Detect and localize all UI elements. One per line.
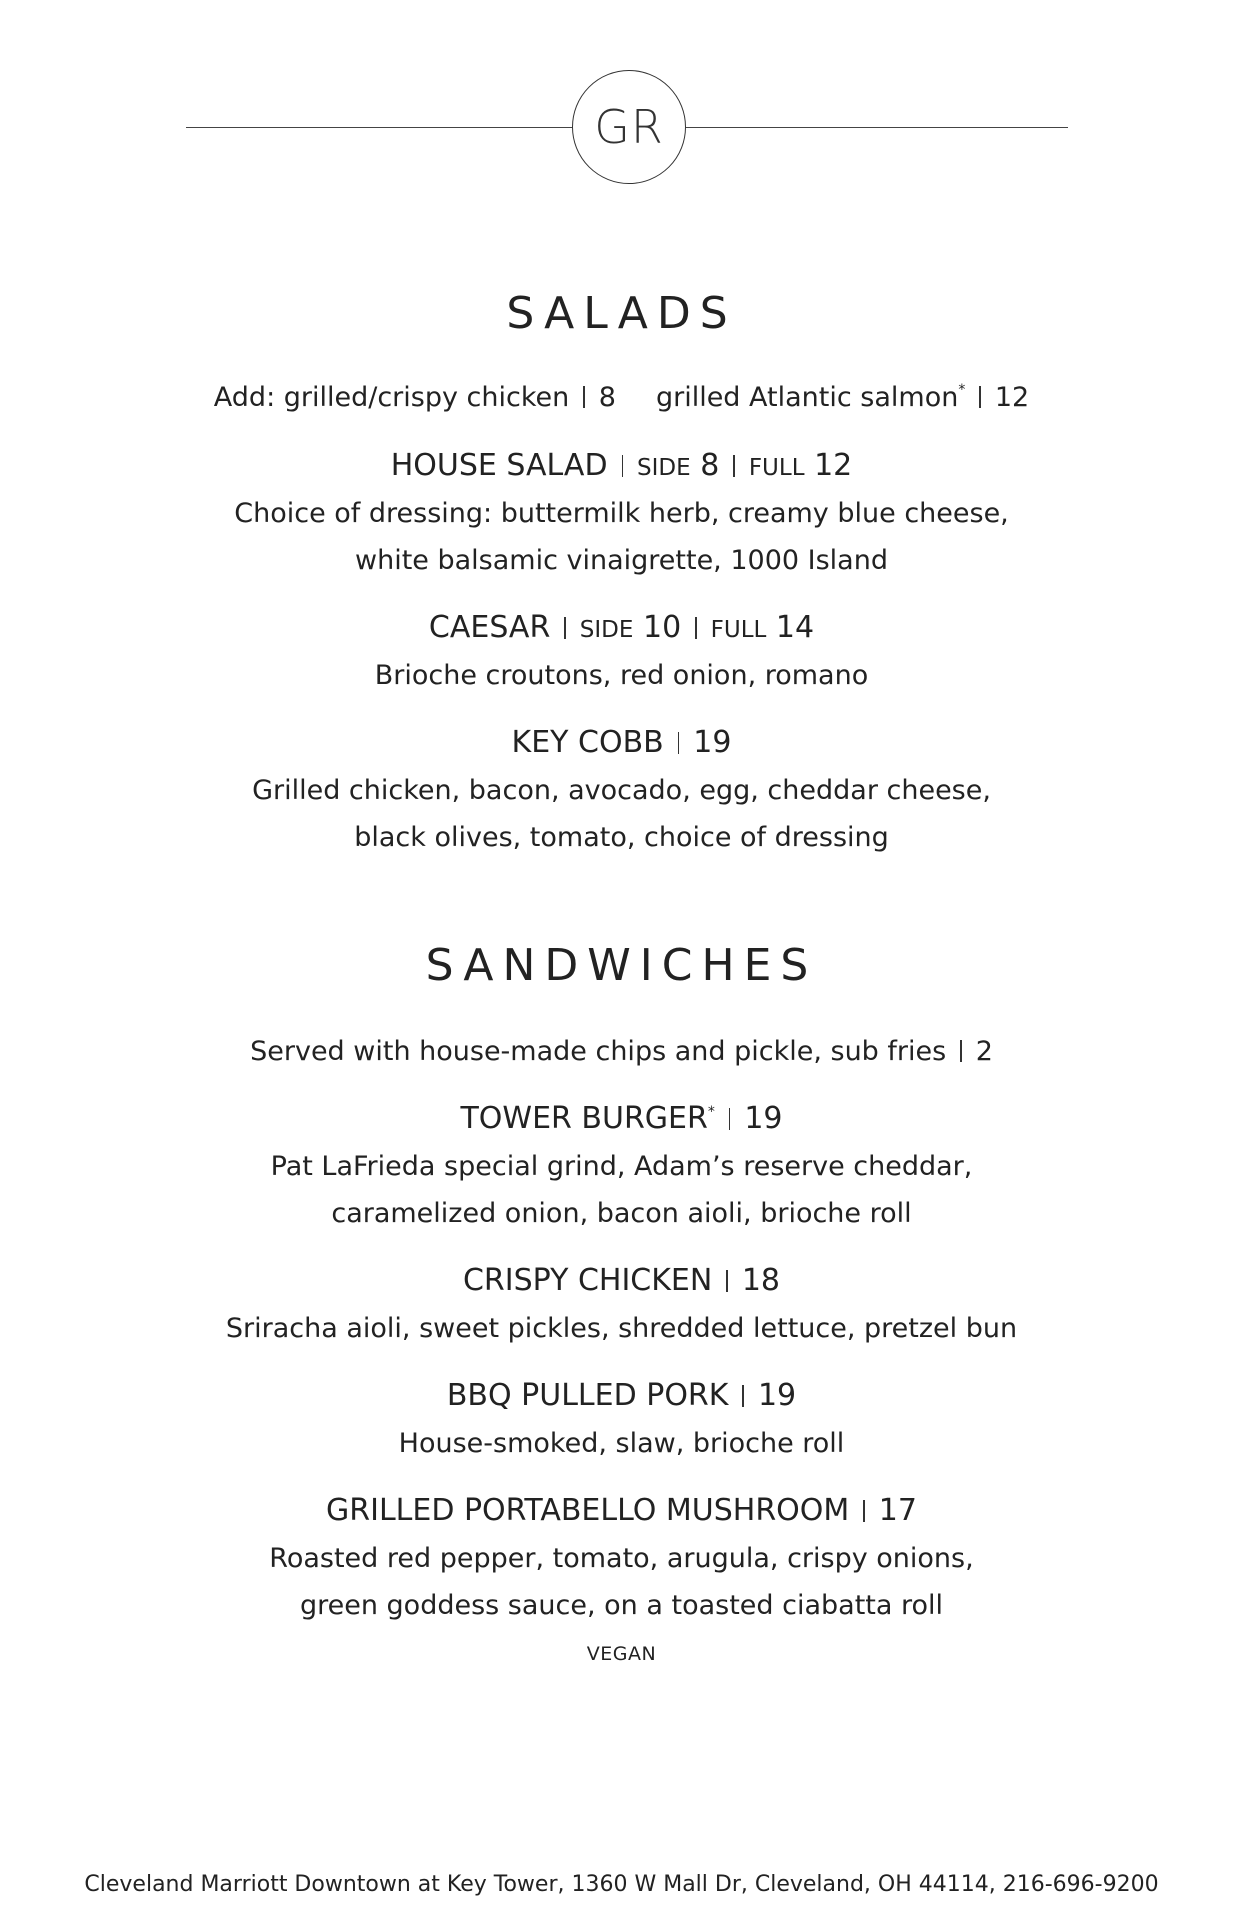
- tower-burger-title: [0, 1101, 1243, 1136]
- sandwiches-heading: SANDWICHES: [425, 940, 818, 991]
- full-label: FULL: [710, 617, 767, 643]
- add-salmon-mark: *: [958, 382, 966, 398]
- price-separator: [622, 455, 624, 477]
- tower-burger-desc-2: caramelized onion, bacon aioli, brioche roll: [331, 1198, 912, 1229]
- logo-header: [0, 70, 1243, 186]
- price-separator: [678, 732, 680, 754]
- price-separator: [726, 1270, 728, 1292]
- key-cobb-desc-2: black olives, tomato, choice of dressing: [354, 822, 889, 853]
- item-name: HOUSE SALAD: [390, 448, 608, 483]
- price-separator: [564, 617, 566, 639]
- sandwiches-served-with: [0, 1036, 1243, 1067]
- side-label: SIDE: [579, 617, 634, 643]
- key-cobb-desc-1: Grilled chicken, bacon, avocado, egg, cheddar cheese,: [252, 775, 991, 806]
- add-salmon-price: 12: [994, 382, 1030, 413]
- item-name: CAESAR: [428, 610, 551, 645]
- add-chicken-label: Add: grilled/crispy chicken: [213, 382, 570, 413]
- price-separator: [863, 1500, 865, 1522]
- caesar-title: [0, 610, 1243, 645]
- item-price: 19: [744, 1101, 783, 1136]
- footer-address: Cleveland Marriott Downtown at Key Tower, 1360 W Mall Dr, Cleveland, OH 44114, 216-696-9200: [84, 1872, 1159, 1897]
- price-separator: [733, 455, 735, 477]
- logo-divider-right: [686, 127, 1068, 128]
- bbq-pulled-pork-title: [0, 1378, 1243, 1413]
- item-price: 18: [741, 1263, 781, 1298]
- price-separator: [979, 386, 981, 408]
- item-name: KEY COBB: [511, 725, 664, 760]
- logo-text: GR: [594, 100, 664, 154]
- item-name: BBQ PULLED PORK: [446, 1378, 729, 1413]
- item-price: 17: [878, 1493, 917, 1528]
- item-price: 19: [693, 725, 732, 760]
- price-separator: [583, 386, 585, 408]
- price-separator: [960, 1040, 962, 1062]
- side-price: 8: [700, 448, 720, 483]
- full-label: FULL: [748, 455, 805, 481]
- price-separator: [695, 617, 697, 639]
- tower-burger-desc-1: Pat LaFrieda special grind, Adam’s reserve cheddar,: [270, 1151, 973, 1182]
- bbq-pulled-pork-desc-1: House-smoked, slaw, brioche roll: [398, 1428, 845, 1459]
- portabello-desc-2: green goddess sauce, on a toasted ciabatta roll: [299, 1590, 944, 1621]
- house-salad-title: [0, 448, 1243, 483]
- caesar-desc-1: Brioche croutons, red onion, romano: [374, 660, 869, 691]
- item-name: CRISPY CHICKEN: [462, 1263, 713, 1298]
- portabello-title: [0, 1493, 1243, 1528]
- item-name: GRILLED PORTABELLO MUSHROOM: [326, 1493, 850, 1528]
- full-price: 14: [775, 610, 815, 645]
- vegan-note: VEGAN: [586, 1643, 657, 1665]
- add-salmon-label: grilled Atlantic salmon: [655, 382, 959, 413]
- logo-divider-left: [186, 127, 572, 128]
- side-price: 10: [642, 610, 682, 645]
- sub-fries-price: 2: [975, 1036, 993, 1067]
- salads-heading: SALADS: [506, 288, 737, 339]
- side-label: SIDE: [637, 455, 691, 481]
- add-chicken-price: 8: [598, 382, 616, 413]
- key-cobb-title: [0, 725, 1243, 760]
- item-price: 19: [757, 1378, 797, 1413]
- price-separator: [729, 1108, 731, 1130]
- portabello-desc-1: Roasted red pepper, tomato, arugula, crispy onions,: [269, 1543, 974, 1574]
- price-separator: [742, 1385, 744, 1407]
- salads-add-ons: [0, 382, 1243, 413]
- full-price: 12: [814, 448, 853, 483]
- item-mark: *: [707, 1104, 715, 1120]
- crispy-chicken-desc-1: Sriracha aioli, sweet pickles, shredded lettuce, pretzel bun: [225, 1313, 1018, 1344]
- house-salad-desc-1: Choice of dressing: buttermilk herb, creamy blue cheese,: [234, 498, 1009, 529]
- crispy-chicken-title: [0, 1263, 1243, 1298]
- house-salad-desc-2: white balsamic vinaigrette, 1000 Island: [355, 545, 888, 576]
- logo-badge: [572, 70, 686, 184]
- item-name: TOWER BURGER: [460, 1101, 708, 1136]
- served-with-text: Served with house-made chips and pickle, sub fries: [250, 1036, 947, 1067]
